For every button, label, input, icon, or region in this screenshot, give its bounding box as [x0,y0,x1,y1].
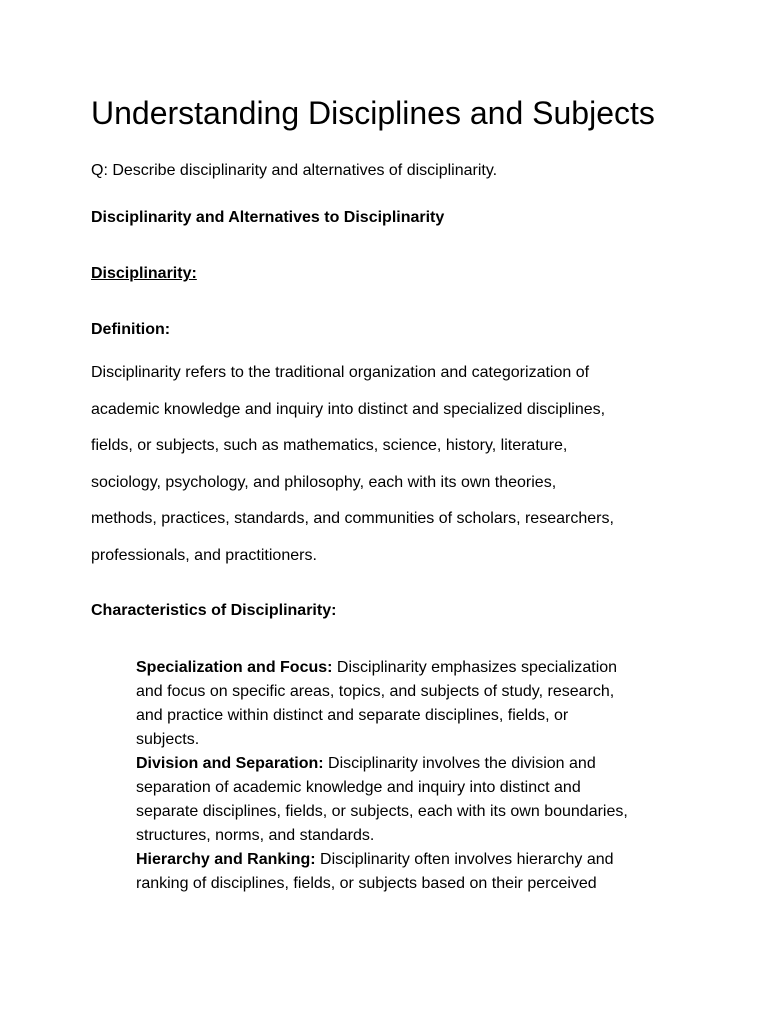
characteristics-heading: Characteristics of Disciplinarity: [91,602,337,619]
characteristic-text: Disciplinarity involves the division and [323,755,596,772]
characteristic-line: structures, norms, and standards. [136,827,375,844]
definition-line: sociology, psychology, and philosophy, each with its own theories, [91,473,557,491]
characteristic-line: separation of academic knowledge and inquiry into distinct and [136,779,581,796]
definition-label: Definition: [91,321,171,338]
characteristic-line: and practice within distinct and separate disciplines, fields, or [136,707,569,724]
characteristic-term: Specialization and Focus: [136,659,333,676]
characteristic-item-division [136,752,696,848]
characteristic-line: and focus on specific areas, topics, and subjects of study, research, [136,683,615,700]
page-title: Understanding Disciplines and Subjects [91,95,655,131]
characteristic-term: Division and Separation: [136,755,324,772]
characteristic-line: separate disciplines, fields, or subjects, each with its own boundaries, [136,803,628,820]
definition-paragraph [91,355,691,574]
characteristic-item-hierarchy [136,848,696,896]
definition-line: academic knowledge and inquiry into distinct and specialized disciplines, [91,400,606,418]
characteristic-first-line [136,656,696,680]
disciplinarity-heading: Disciplinarity: [91,265,197,282]
characteristics-list [136,656,696,896]
characteristic-item-specialization [136,656,696,752]
characteristic-line: subjects. [136,731,200,748]
section-heading: Disciplinarity and Alternatives to Disciplinarity [91,209,445,226]
definition-line: methods, practices, standards, and communities of scholars, researchers, [91,510,614,527]
characteristic-first-line [136,752,696,776]
definition-line: fields, or subjects, such as mathematics, science, history, literature, [91,437,568,454]
question-text: Q: Describe disciplinarity and alternatives of disciplinarity. [91,162,498,179]
characteristic-text: Disciplinarity emphasizes specialization [332,659,618,676]
definition-line: professionals, and practitioners. [91,546,317,564]
characteristic-first-line [136,848,696,872]
characteristic-text: Disciplinarity often involves hierarchy and [315,851,614,868]
characteristic-line: ranking of disciplines, fields, or subjects based on their perceived [136,875,597,892]
characteristic-term: Hierarchy and Ranking: [136,851,316,868]
definition-line: Disciplinarity refers to the traditional organization and categorization of [91,364,590,381]
